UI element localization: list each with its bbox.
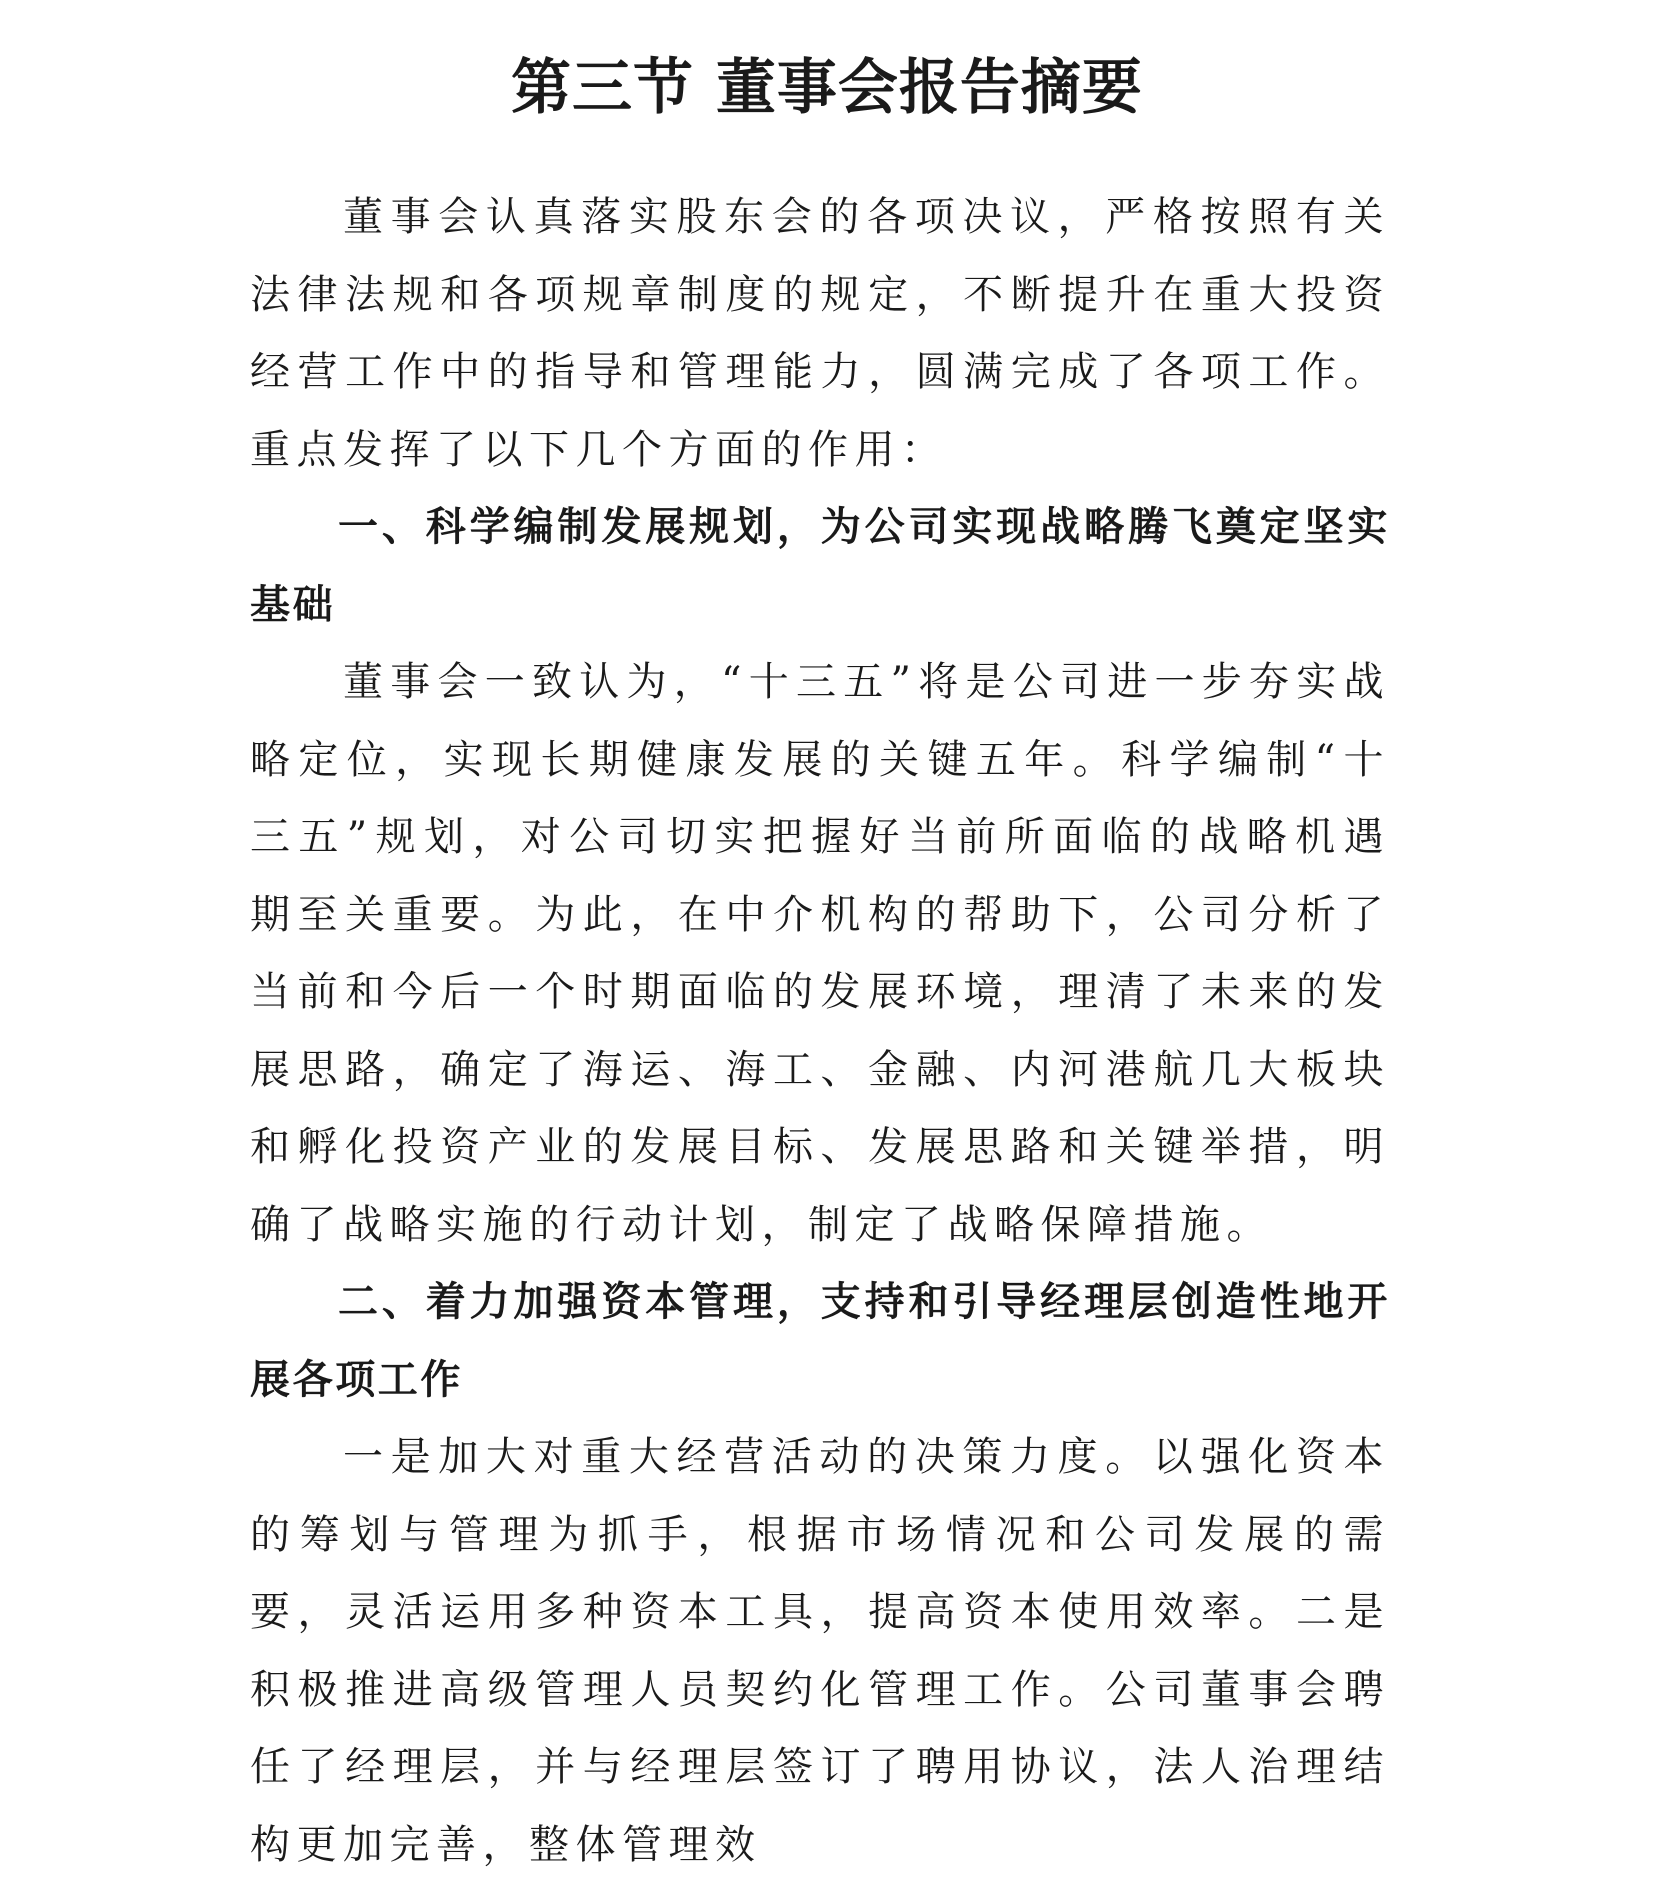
section-2-paragraph: 一是加大对重大经营活动的决策力度。以强化资本的筹划与管理为抓手，根据市场情况和公司发展的需要，灵活运用多种资本工具，提高资本使用效率。二是积极推进高级管理人员契约化管理工作。公司董事会聘任了经理层，并与经理层签订了聘用协议，法人治理结构更加完善，整体管理效 (250, 1434, 1390, 1868)
page-title: 第三节 董事会报告摘要 (511, 53, 1143, 123)
intro-paragraph: 董事会认真落实股东会的各项决议，严格按照有关法律法规和各项规章制度的规定，不断提升在重大投资经营工作中的指导和管理能力，圆满完成了各项工作。重点发挥了以下几个方面的作用： (250, 194, 1390, 473)
report-body (250, 179, 1390, 1884)
section-heading-1: 一、科学编制发展规划，为公司实现战略腾飞奠定坚实基础 (250, 504, 1390, 628)
section-1-paragraph: 董事会一致认为，“十三五”将是公司进一步夯实战略定位，实现长期健康发展的关键五年。科学编制“十三五”规划，对公司切实把握好当前所面临的战略机遇期至关重要。为此，在中介机构的帮助下，公司分析了当前和今后一个时期面临的发展环境，理清了未来的发展思路，确定了海运、海工、金融、内河港航几大板块和孵化投资产业的发展目标、发展思路和关键举措，明确了战略实施的行动计划，制定了战略保障措施。 (250, 659, 1390, 1248)
section-heading-2: 二、着力加强资本管理，支持和引导经理层创造性地开展各项工作 (250, 1279, 1390, 1403)
